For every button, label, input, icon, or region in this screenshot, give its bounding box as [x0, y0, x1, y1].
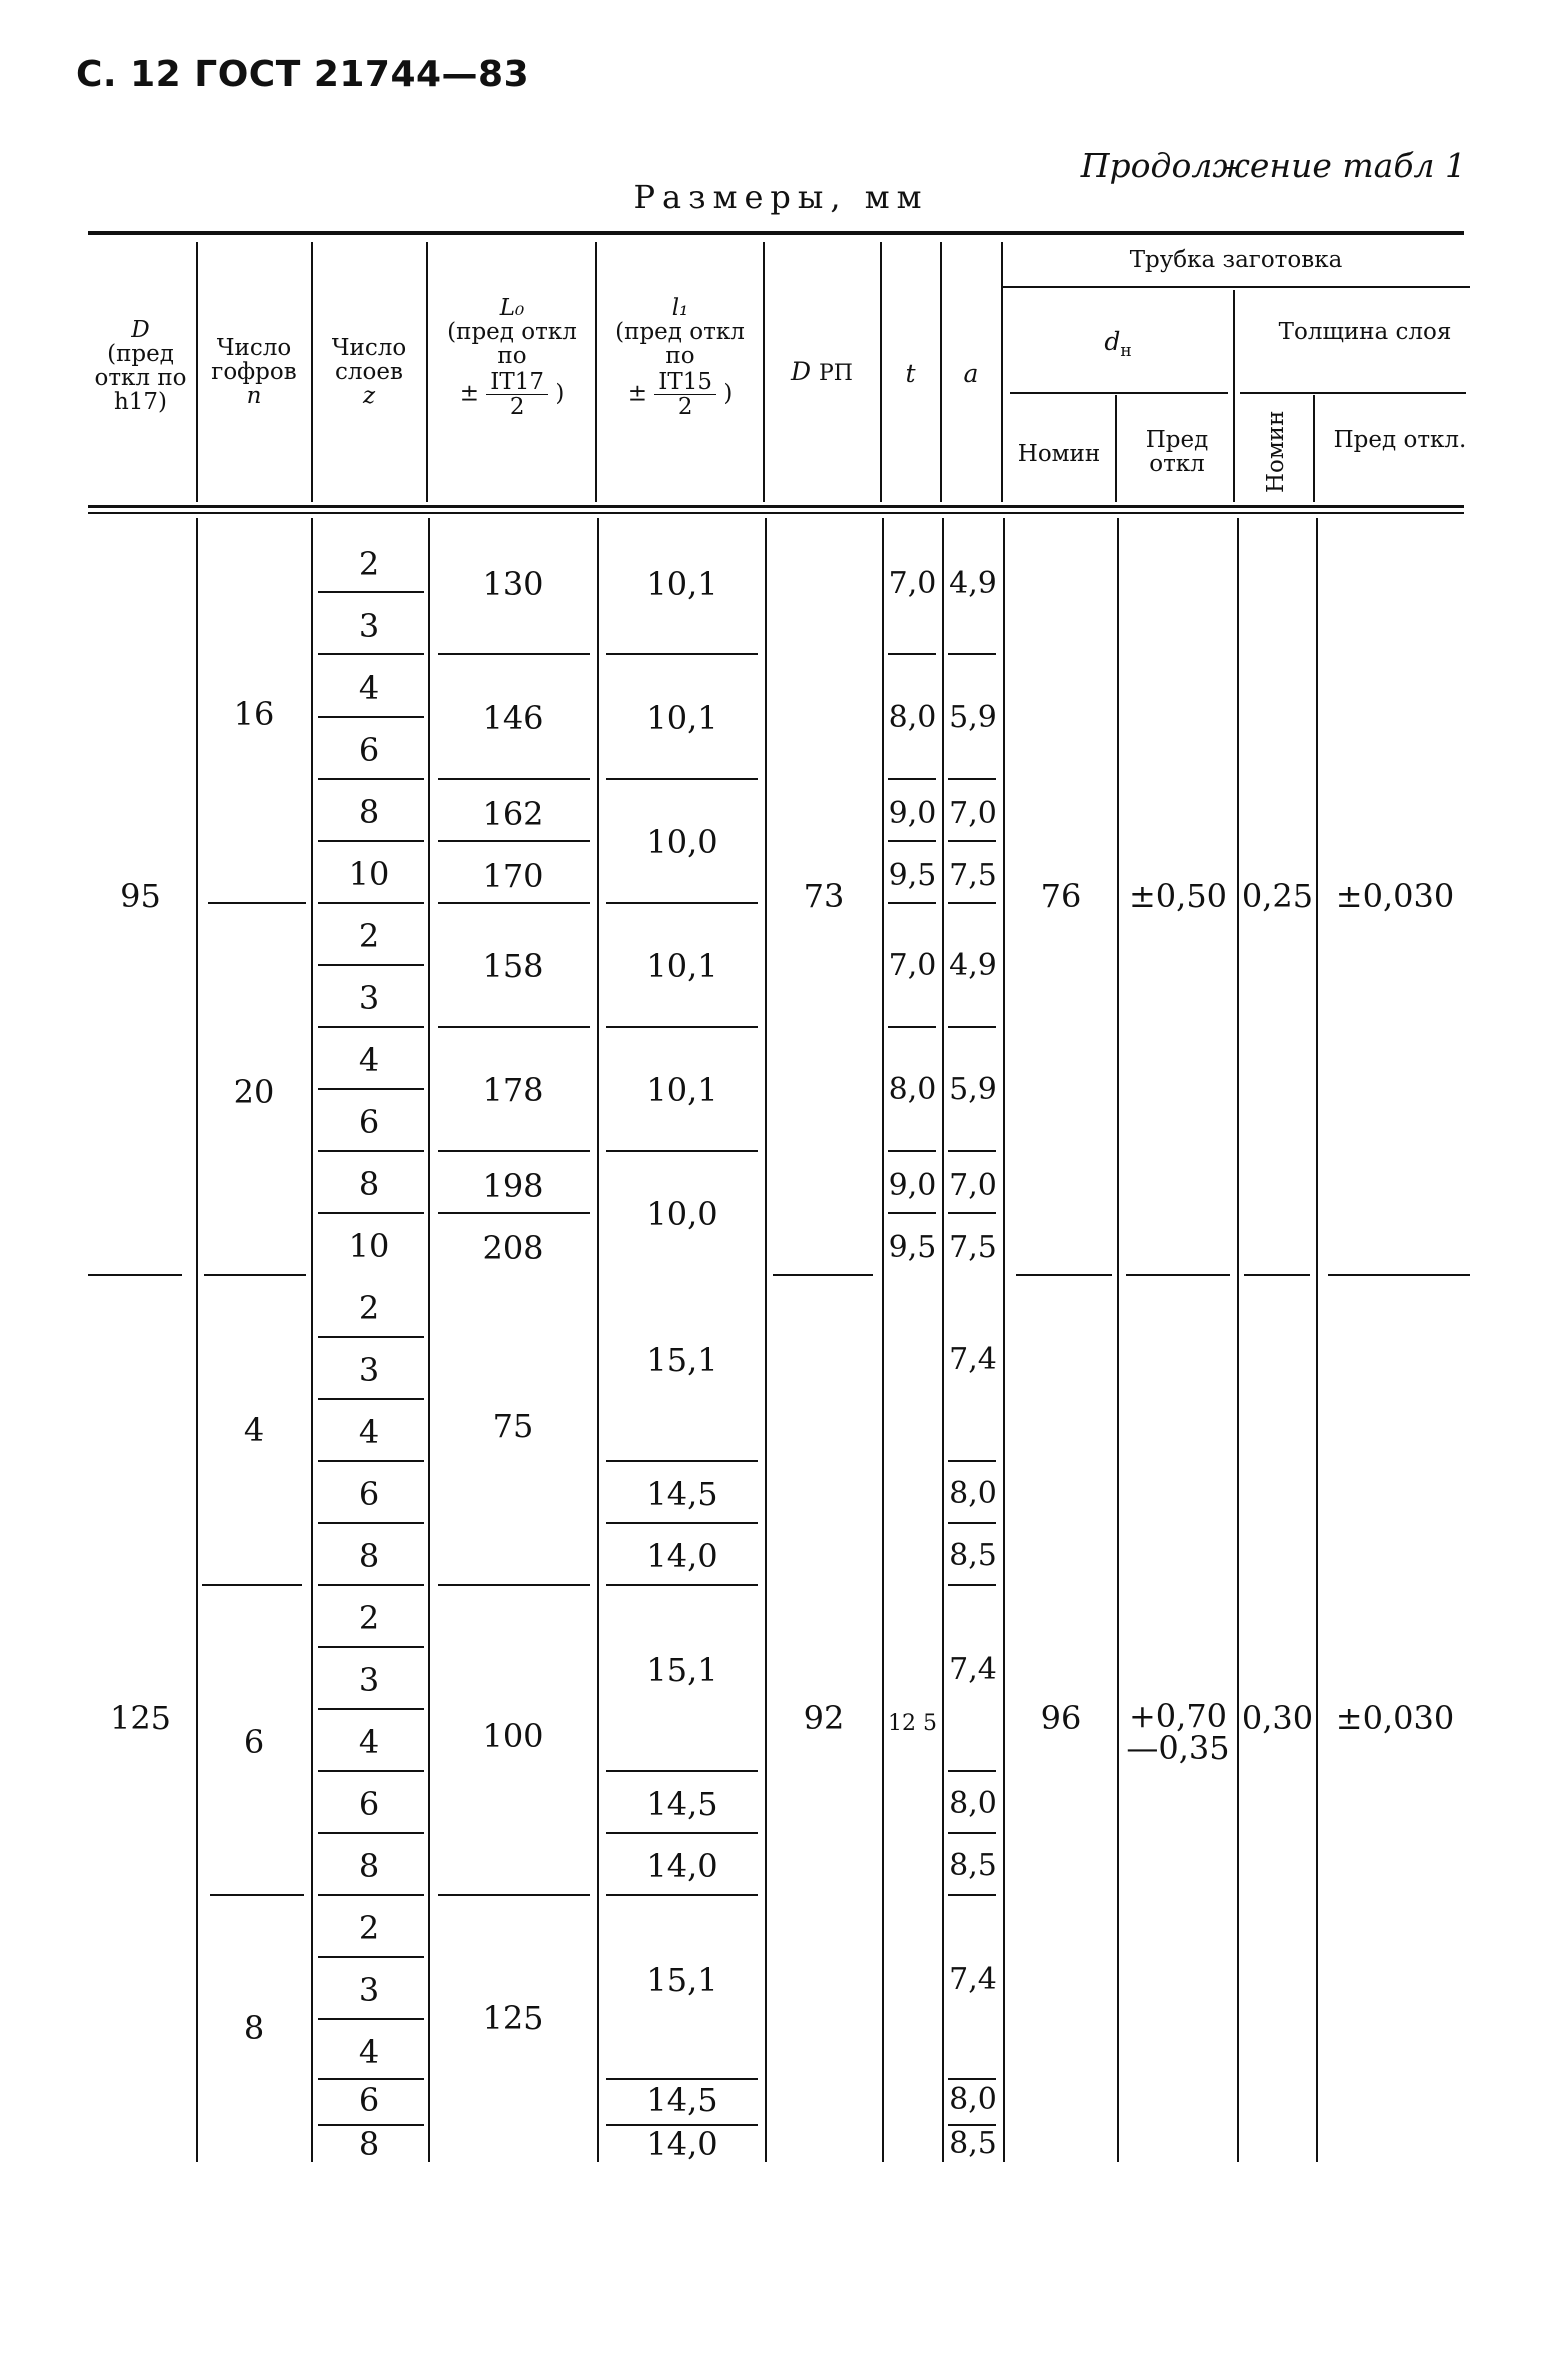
a-cell: 8,0 — [949, 2082, 997, 2117]
a-cell: 7,5 — [949, 858, 997, 893]
t-line — [888, 1026, 936, 1028]
hdr-dn-sub: н — [1120, 341, 1132, 361]
a-cell: 8,5 — [949, 2126, 997, 2161]
hdr-D — [88, 318, 193, 414]
a-line — [948, 1832, 996, 1834]
t-line — [888, 840, 936, 842]
n-line — [208, 902, 306, 904]
l1-cell: 10,1 — [646, 699, 718, 737]
vline-10 — [1233, 290, 1235, 502]
sizes-caption: Размеры, мм — [633, 178, 929, 216]
body-vline-7 — [942, 518, 944, 2162]
body-vline-5 — [765, 518, 767, 2162]
continuation-label: Продолжение табл 1 — [1080, 146, 1466, 185]
group-sep — [1016, 1274, 1112, 1276]
l1-cell: 14,0 — [646, 2125, 718, 2163]
hdr-L0-close: ) — [555, 380, 565, 407]
a-cell: 5,9 — [949, 1072, 997, 1107]
tube-hrule — [1001, 286, 1470, 288]
l1-cell: 10,1 — [646, 565, 718, 603]
hdr-dn-nom: Номин — [1017, 441, 1101, 467]
n-cell: 16 — [233, 695, 275, 733]
a-cell: 4,9 — [949, 948, 997, 983]
hdr-dn-pred: Пред откл — [1145, 427, 1209, 477]
z-cell: 4 — [358, 669, 380, 707]
a-line — [948, 1584, 996, 1586]
vline-3 — [426, 242, 428, 502]
z-cell: 8 — [358, 1847, 380, 1885]
a-cell: 8,5 — [949, 1538, 997, 1573]
z-cell: 4 — [358, 1723, 380, 1761]
hdr-dn-sym: d — [1104, 327, 1121, 356]
hdr-thk-nom: Номин — [1263, 410, 1289, 493]
dn-tol-plus: +0,70 — [1128, 1697, 1228, 1735]
l1-line — [606, 1026, 758, 1028]
body-vline-6 — [882, 518, 884, 2162]
hdr-n-label: Число гофров — [211, 335, 297, 385]
z-cell: 6 — [358, 2081, 380, 2119]
z-cell: 3 — [358, 1971, 380, 2009]
body-vline-11 — [1316, 518, 1318, 2162]
L0-cell: 146 — [482, 699, 544, 737]
a-cell: 4,9 — [949, 566, 997, 601]
z-cell: 2 — [358, 1909, 380, 1947]
hdr-L0-pm: ± — [459, 380, 479, 407]
l1-cell: 10,0 — [646, 823, 718, 861]
a-line — [948, 840, 996, 842]
L0-line — [438, 1026, 590, 1028]
l1-cell: 14,5 — [646, 1785, 718, 1823]
L0-line — [438, 653, 590, 655]
dn-nom-cell: 96 — [1040, 1699, 1082, 1737]
z-cell: 10 — [348, 1227, 390, 1265]
z-cell: 2 — [358, 545, 380, 583]
t-cell: 9,0 — [888, 1168, 937, 1203]
hdr-l1-pm: ± — [627, 380, 647, 407]
t-cell: 8,0 — [888, 700, 937, 735]
hdr-n-var: n — [246, 383, 262, 409]
hdr-l1-sub: (пред откл по — [615, 319, 745, 369]
t-cell: 9,5 — [888, 1230, 937, 1265]
hdr-t: t — [905, 359, 916, 388]
a-line — [948, 1894, 996, 1896]
l1-line — [606, 1584, 758, 1586]
dn-hrule — [1010, 392, 1228, 394]
z-cell: 8 — [358, 1165, 380, 1203]
z-cell: 2 — [358, 1289, 380, 1327]
t-cell: 12 5 — [888, 1711, 937, 1736]
z-line — [318, 1770, 424, 1772]
a-line — [948, 778, 996, 780]
a-line — [948, 902, 996, 904]
header-bottom-rule-2 — [88, 512, 1464, 514]
thk-nom-cell: 0,30 — [1241, 1699, 1314, 1737]
a-cell: 8,5 — [949, 1848, 997, 1883]
top-rule — [88, 231, 1464, 235]
z-cell: 6 — [358, 1785, 380, 1823]
hdr-l1-sym: l₁ — [671, 295, 689, 321]
l1-cell: 10,1 — [646, 1071, 718, 1109]
hdr-l1 — [598, 296, 762, 419]
hdr-D-sym: D — [131, 317, 150, 343]
z-line — [318, 964, 424, 966]
n-cell: 4 — [243, 1411, 265, 1449]
z-cell: 4 — [358, 1041, 380, 1079]
z-line — [318, 591, 424, 593]
dn-tol-cell — [1119, 1697, 1237, 1767]
l1-cell: 10,0 — [646, 1195, 718, 1233]
z-line — [318, 653, 424, 655]
dn-nom-cell: 76 — [1040, 877, 1082, 915]
body-vline-3 — [428, 518, 430, 2162]
t-cell: 9,5 — [888, 858, 937, 893]
z-line — [318, 778, 424, 780]
L0-line — [438, 840, 590, 842]
L0-cell: 208 — [482, 1229, 544, 1267]
l1-cell: 10,1 — [646, 947, 718, 985]
z-line — [318, 716, 424, 718]
L0-cell: 130 — [482, 565, 544, 603]
hdr-Drp — [765, 357, 879, 386]
l1-line — [606, 2078, 758, 2080]
thk-tol-cell: ±0,030 — [1335, 877, 1455, 915]
n-line — [210, 1894, 304, 1896]
z-line — [318, 1398, 424, 1400]
L0-cell: 100 — [482, 1717, 544, 1755]
z-cell: 6 — [358, 1475, 380, 1513]
t-cell: 7,0 — [888, 566, 937, 601]
l1-line — [606, 1150, 758, 1152]
group-sep — [773, 1274, 873, 1276]
z-cell: 8 — [358, 2125, 380, 2163]
n-line — [202, 1584, 302, 1586]
a-cell: 7,4 — [949, 1342, 997, 1377]
z-cell: 6 — [358, 731, 380, 769]
Drp-cell: 92 — [803, 1699, 845, 1737]
group-sep — [1328, 1274, 1470, 1276]
l1-cell: 14,5 — [646, 2081, 718, 2119]
hdr-L0-num: IT17 — [486, 370, 548, 395]
L0-line — [438, 1150, 590, 1152]
hdr-l1-close: ) — [723, 380, 733, 407]
l1-line — [606, 1894, 758, 1896]
z-line — [318, 1150, 424, 1152]
z-cell: 6 — [358, 1103, 380, 1141]
z-cell: 8 — [358, 793, 380, 831]
t-cell: 7,0 — [888, 948, 937, 983]
n-cell: 8 — [243, 2009, 265, 2047]
z-cell: 3 — [358, 1661, 380, 1699]
z-cell: 3 — [358, 1351, 380, 1389]
L0-cell: 125 — [482, 1999, 544, 2037]
l1-cell: 15,1 — [646, 1341, 718, 1379]
z-line — [318, 2078, 424, 2080]
hdr-thickness: Толщина слоя — [1278, 319, 1452, 345]
hdr-z-var: z — [362, 383, 376, 409]
z-line — [318, 1088, 424, 1090]
t-line — [888, 778, 936, 780]
hdr-thk-pred: Пред откл. — [1333, 427, 1467, 453]
group-sep — [1126, 1274, 1230, 1276]
header-bottom-rule — [88, 505, 1464, 508]
vline-9 — [1115, 395, 1117, 502]
l1-line — [606, 1770, 758, 1772]
z-line — [318, 902, 424, 904]
l1-line — [606, 902, 758, 904]
z-line — [318, 1336, 424, 1338]
a-cell: 7,4 — [949, 1962, 997, 1997]
group-sep — [1244, 1274, 1310, 1276]
Drp-cell: 73 — [803, 877, 845, 915]
hdr-dn — [1004, 327, 1232, 363]
z-line — [318, 1708, 424, 1710]
thk-nom-cell: 0,25 — [1241, 877, 1314, 915]
hdr-z — [313, 336, 425, 408]
a-line — [948, 653, 996, 655]
l1-cell: 15,1 — [646, 1651, 718, 1689]
hdr-z-label: Число слоев — [331, 335, 407, 385]
z-line — [318, 1026, 424, 1028]
L0-line — [438, 1212, 590, 1214]
l1-cell: 14,0 — [646, 1847, 718, 1885]
dn-tol-minus: —0,35 — [1126, 1729, 1230, 1767]
hdr-L0 — [430, 296, 594, 419]
z-line — [318, 1894, 424, 1896]
z-line — [318, 1832, 424, 1834]
L0-line — [438, 778, 590, 780]
t-cell: 9,0 — [888, 796, 937, 831]
t-line — [888, 1212, 936, 1214]
body-vline-9 — [1117, 518, 1119, 2162]
hdr-Drp-sym: D — [791, 357, 812, 386]
hdr-L0-sym: L₀ — [499, 295, 525, 321]
z-line — [318, 1460, 424, 1462]
z-line — [318, 1212, 424, 1214]
vline-11 — [1313, 395, 1315, 502]
z-cell: 8 — [358, 1537, 380, 1575]
hdr-D-sub: (пред откл по h17) — [94, 341, 187, 415]
body-vline-4 — [597, 518, 599, 2162]
vline-4 — [595, 242, 597, 502]
L0-cell: 75 — [492, 1407, 534, 1445]
n-cell: 6 — [243, 1723, 265, 1761]
z-cell: 10 — [348, 855, 390, 893]
L0-cell: 158 — [482, 947, 544, 985]
a-line — [948, 1522, 996, 1524]
a-line — [948, 1212, 996, 1214]
t-line — [888, 1150, 936, 1152]
L0-line — [438, 1584, 590, 1586]
l1-line — [606, 778, 758, 780]
dn-tol-cell: ±0,50 — [1128, 877, 1228, 915]
a-cell: 7,5 — [949, 1230, 997, 1265]
z-cell: 3 — [358, 607, 380, 645]
hdr-l1-num: IT15 — [654, 370, 716, 395]
vline-8 — [1001, 242, 1003, 502]
hdr-l1-den: 2 — [677, 394, 693, 420]
a-cell: 7,0 — [949, 796, 997, 831]
L0-cell: 170 — [482, 857, 544, 895]
hdr-n — [198, 336, 310, 408]
hdr-L0-den: 2 — [509, 394, 525, 420]
hdr-L0-sub: (пред откл по — [447, 319, 577, 369]
l1-line — [606, 653, 758, 655]
group-sep — [204, 1274, 306, 1276]
L0-cell: 162 — [482, 795, 544, 833]
a-line — [948, 1150, 996, 1152]
t-line — [888, 653, 936, 655]
a-cell: 5,9 — [949, 700, 997, 735]
thk-tol-cell: ±0,030 — [1335, 1699, 1455, 1737]
a-line — [948, 1770, 996, 1772]
z-line — [318, 1522, 424, 1524]
z-line — [318, 1956, 424, 1958]
z-line — [318, 840, 424, 842]
a-line — [948, 1026, 996, 1028]
z-line — [318, 2018, 424, 2020]
group-sep — [88, 1274, 182, 1276]
z-cell: 4 — [358, 2033, 380, 2071]
hdr-tube: Трубка заготовка — [1129, 247, 1343, 273]
z-line — [318, 1646, 424, 1648]
body-vline-8 — [1003, 518, 1005, 2162]
l1-line — [606, 1460, 758, 1462]
page-header: С. 12 ГОСТ 21744—83 — [76, 54, 530, 95]
z-cell: 2 — [358, 1599, 380, 1637]
l1-cell: 14,5 — [646, 1475, 718, 1513]
L0-cell: 198 — [482, 1167, 544, 1205]
z-cell: 3 — [358, 979, 380, 1017]
D-cell: 95 — [120, 877, 161, 915]
t-cell: 8,0 — [888, 1072, 937, 1107]
z-cell: 4 — [358, 1413, 380, 1451]
z-cell: 2 — [358, 917, 380, 955]
a-line — [948, 1460, 996, 1462]
a-line — [948, 2078, 996, 2080]
a-cell: 7,4 — [949, 1652, 997, 1687]
l1-cell: 15,1 — [646, 1961, 718, 1999]
hdr-a: a — [963, 359, 979, 388]
a-cell: 7,0 — [949, 1168, 997, 1203]
a-cell: 8,0 — [949, 1476, 997, 1511]
D-cell: 125 — [109, 1699, 172, 1737]
hdr-Drp-sub: РП — [819, 361, 853, 386]
t-line — [888, 902, 936, 904]
thk-hrule — [1240, 392, 1466, 394]
z-line — [318, 1584, 424, 1586]
l1-line — [606, 1832, 758, 1834]
l1-line — [606, 1522, 758, 1524]
L0-line — [438, 1894, 590, 1896]
a-cell: 8,0 — [949, 1786, 997, 1821]
body-vline-10 — [1237, 518, 1239, 2162]
L0-cell: 178 — [482, 1071, 544, 1109]
L0-line — [438, 902, 590, 904]
n-cell: 20 — [233, 1073, 275, 1111]
body-vline-1 — [196, 518, 198, 2162]
l1-cell: 14,0 — [646, 1537, 718, 1575]
